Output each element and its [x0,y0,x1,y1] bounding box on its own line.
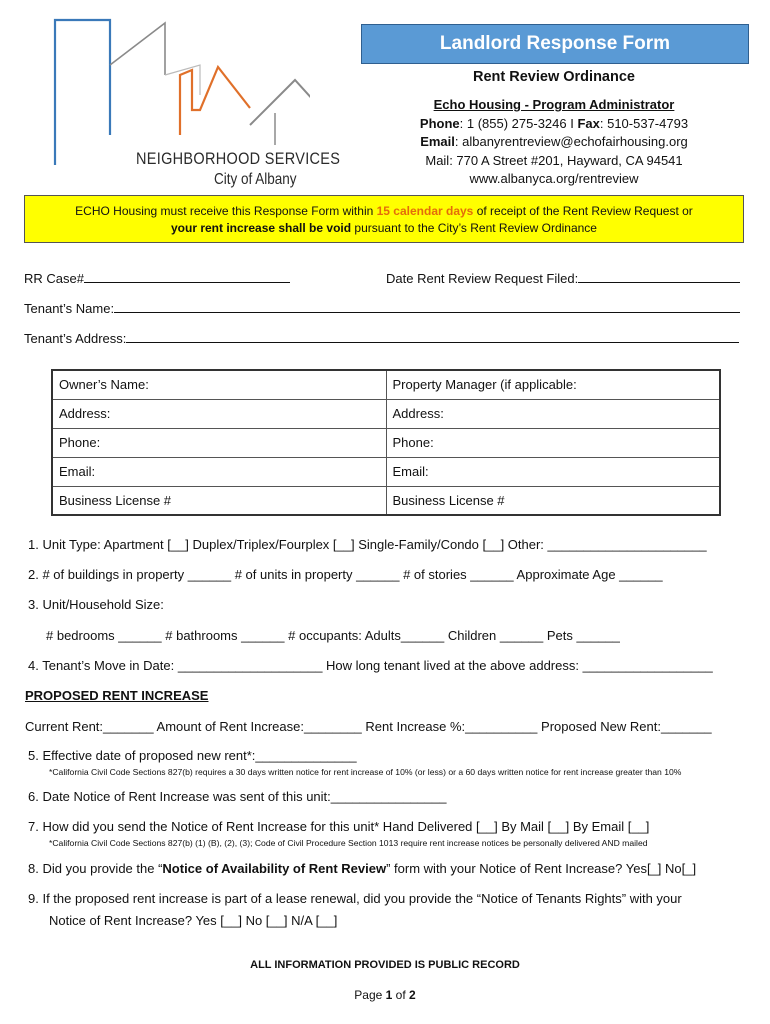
question-5-footnote: *California Civil Code Sections 827(b) requires a 30 days written notice for rent increase of 10% (or less) or a 60 days written notice for rent increase greater than 10% [49,767,682,777]
question-9-lease-renewal: 9. If the proposed rent increase is part of a lease renewal, did you provide the “Notice of Tenants Rights” with your [28,891,682,906]
email-line: Email: albanyrentreview@echofairhousing.org [420,134,688,149]
logo-blue-building [55,20,110,165]
question-4-move-in[interactable]: 4. Tenant’s Move in Date: ____________________ How long tenant lived at the above address: __________________ [28,658,713,673]
owner-address-cell[interactable]: Address: [52,399,386,428]
owner-phone-cell[interactable]: Phone: [52,428,386,457]
contact-block [361,96,747,189]
question-3-details[interactable]: # bedrooms ______ # bathrooms ______ # occupants: Adults______ Children ______ Pets ______ [46,628,620,643]
question-8-availability-notice[interactable]: 8. Did you provide the “Notice of Availability of Rent Review” form with your Notice of Rent Increase? Yes[_] No[_] [28,861,697,876]
question-6-notice-date[interactable]: 6. Date Notice of Rent Increase was sent of this unit:________________ [28,789,447,804]
table-row [52,370,720,399]
date-filed-field[interactable]: Date Rent Review Request Filed: [386,269,740,286]
mail-line: Mail: 770 A Street #201, Hayward, CA 94541 [425,152,683,168]
tenant-address-field[interactable]: Tenant’s Address: [24,329,739,346]
question-3-household: 3. Unit/Household Size: [28,597,164,612]
question-1-unit-type[interactable]: 1. Unit Type: Apartment [__] Duplex/Triplex/Fourplex [__] Single-Family/Condo [__] Other: ______________________ [28,537,707,552]
form-subtitle: Rent Review Ordinance [473,69,635,85]
page-number: Page 1 of 2 [354,988,416,1002]
owner-license-cell[interactable]: Business License # [52,486,386,515]
owner-manager-table [51,369,721,516]
manager-email-cell[interactable]: Email: [386,457,720,486]
question-2-buildings[interactable]: 2. # of buildings in property ______ # of units in property ______ # of stories ______ Approximate Age ______ [28,567,663,582]
question-7-footnote: *California Civil Code Sections 827(b) (1) (B), (2), (3); Code of Civil Procedure Section 1013 require rent increase notices be personally delivered AND mailed [49,838,648,848]
manager-name-cell[interactable]: Property Manager (if applicable: [386,370,720,399]
logo-gray-house [250,80,310,125]
rent-increase-line[interactable]: Current Rent:_______ Amount of Rent Increase:________ Rent Increase %:__________ Proposed New Rent:_______ [25,719,712,734]
table-row [52,428,720,457]
proposed-rent-heading: PROPOSED RENT INCREASE [25,688,209,703]
phone-fax-line: Phone: 1 (855) 275-3246 I Fax: 510-537-4793 [419,115,689,131]
owner-email-cell[interactable]: Email: [52,457,386,486]
owner-name-cell[interactable]: Owner’s Name: [52,370,386,399]
deadline-notice: ECHO Housing must receive this Response Form within 15 calendar days of receipt of the Rent Review Request or your rent increase shall be void pursuant to the City’s Rent Review Ordinance [24,195,744,243]
table-row [52,399,720,428]
question-5-effective-date[interactable]: 5. Effective date of proposed new rent*:______________ [28,748,357,763]
question-7-delivery[interactable]: 7. How did you send the Notice of Rent Increase for this unit* Hand Delivered [__] By Mail [__] By Email [__] [28,819,650,834]
rr-case-field[interactable]: RR Case# [24,269,290,286]
public-record-notice: ALL INFORMATION PROVIDED IS PUBLIC RECORD [250,959,520,971]
manager-license-cell[interactable]: Business License # [386,486,720,515]
logo-orange-house [180,67,250,135]
form-title: Landlord Response Form [361,24,749,64]
question-9-options[interactable]: Notice of Rent Increase? Yes [__] No [__] N/A [__] [49,913,338,928]
program-admin: Echo Housing - Program Administrator [433,97,675,112]
table-row [52,457,720,486]
manager-address-cell[interactable]: Address: [386,399,720,428]
logo-line1: NEIGHBORHOOD SERVICES [136,150,341,169]
website-line: www.albanyca.org/rentreview [469,171,639,186]
tenant-name-field[interactable]: Tenant’s Name: [24,299,740,316]
table-row [52,486,720,515]
manager-phone-cell[interactable]: Phone: [386,428,720,457]
logo-small-building [165,65,200,95]
logo-gray-tower [110,23,165,75]
deadline-highlight: 15 calendar days [376,204,474,218]
logo-line2: City of Albany [214,170,297,188]
